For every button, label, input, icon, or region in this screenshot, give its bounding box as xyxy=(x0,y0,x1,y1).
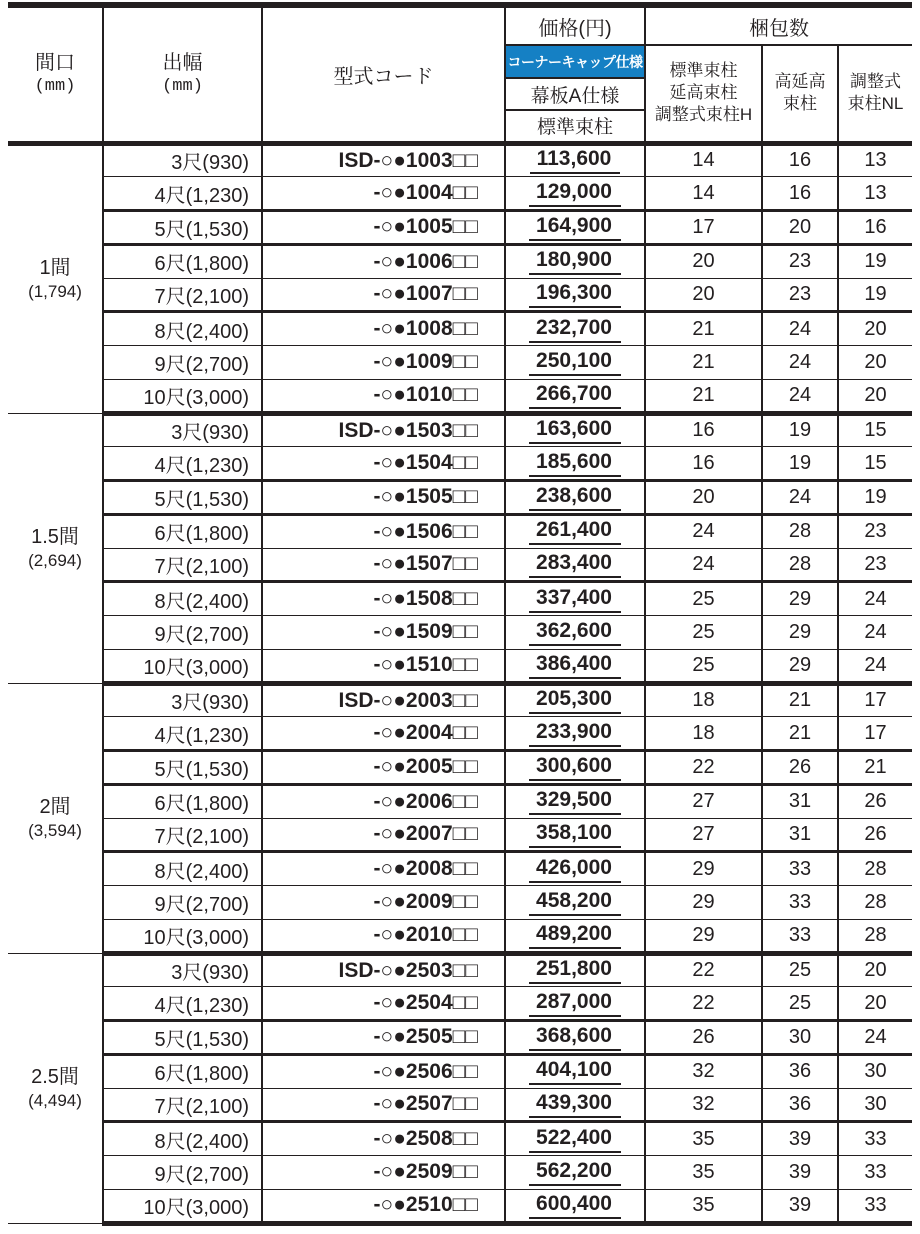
packing-high-cell: 29 xyxy=(762,616,838,650)
packing-adjustable-cell: 15 xyxy=(838,447,912,481)
price-value: 205,300 xyxy=(529,687,621,714)
price-cell xyxy=(505,1156,645,1190)
table-row xyxy=(8,987,912,1021)
packing-high-cell: 29 xyxy=(762,649,838,683)
packing-standard-cell: 14 xyxy=(645,143,762,177)
packing-adjustable-line1: 調整式 xyxy=(850,71,901,91)
packing-high-cell: 28 xyxy=(762,548,838,582)
model-code-cell: ISD-○●2003□□ xyxy=(262,683,505,717)
packing-standard-cell: 20 xyxy=(645,481,762,515)
packing-standard-cell: 14 xyxy=(645,177,762,211)
price-cell xyxy=(505,616,645,650)
depth-cell: 10尺(3,000) xyxy=(103,649,262,683)
packing-adjustable-cell: 24 xyxy=(838,1021,912,1055)
packing-adjustable-cell: 26 xyxy=(838,818,912,852)
depth-cell: 4尺(1,230) xyxy=(103,447,262,481)
model-code-cell: -○●2008□□ xyxy=(262,852,505,886)
table-row xyxy=(8,919,912,953)
model-code-cell: -○●1007□□ xyxy=(262,278,505,312)
price-value: 404,100 xyxy=(529,1058,621,1085)
maguchi-group-mm: (1,794) xyxy=(28,281,82,301)
packing-adjustable-cell: 28 xyxy=(838,886,912,920)
packing-standard-cell: 29 xyxy=(645,886,762,920)
price-value: 300,600 xyxy=(529,754,621,781)
price-value: 250,100 xyxy=(529,349,621,376)
packing-standard-cell: 22 xyxy=(645,953,762,987)
header-maguchi-label: 間口 xyxy=(35,52,75,75)
packing-adjustable-cell: 23 xyxy=(838,514,912,548)
depth-cell: 3尺(930) xyxy=(103,683,262,717)
packing-standard-cell: 29 xyxy=(645,919,762,953)
table-row xyxy=(8,211,912,245)
packing-high-cell: 29 xyxy=(762,582,838,616)
packing-adjustable-cell: 26 xyxy=(838,784,912,818)
packing-adjustable-cell: 30 xyxy=(838,1054,912,1088)
packing-high-cell: 21 xyxy=(762,683,838,717)
depth-cell: 9尺(2,700) xyxy=(103,616,262,650)
packing-high-cell: 19 xyxy=(762,413,838,447)
packing-high-cell: 36 xyxy=(762,1054,838,1088)
depth-cell: 6尺(1,800) xyxy=(103,1054,262,1088)
packing-high-cell: 24 xyxy=(762,481,838,515)
packing-adjustable-cell: 23 xyxy=(838,548,912,582)
model-code-cell: -○●1006□□ xyxy=(262,244,505,278)
depth-cell: 5尺(1,530) xyxy=(103,481,262,515)
packing-high-cell: 19 xyxy=(762,447,838,481)
packing-adjustable-cell: 20 xyxy=(838,379,912,413)
table-body xyxy=(8,143,912,1223)
price-value: 426,000 xyxy=(529,856,621,883)
table-row xyxy=(8,649,912,683)
packing-adjustable-cell: 24 xyxy=(838,616,912,650)
model-code-cell: -○●2507□□ xyxy=(262,1088,505,1122)
depth-cell: 7尺(2,100) xyxy=(103,548,262,582)
price-cell xyxy=(505,886,645,920)
depth-cell: 8尺(2,400) xyxy=(103,1122,262,1156)
price-value: 362,600 xyxy=(529,619,621,646)
model-code-cell: -○●1507□□ xyxy=(262,548,505,582)
price-cell xyxy=(505,1021,645,1055)
depth-cell: 6尺(1,800) xyxy=(103,244,262,278)
table-row xyxy=(8,616,912,650)
maguchi-group-label: 2.5間 xyxy=(31,1065,79,1088)
price-value: 458,200 xyxy=(529,889,621,916)
table-row xyxy=(8,1021,912,1055)
packing-adjustable-cell: 13 xyxy=(838,177,912,211)
packing-high-cell: 25 xyxy=(762,953,838,987)
model-code-cell: -○●2509□□ xyxy=(262,1156,505,1190)
packing-standard-cell: 20 xyxy=(645,278,762,312)
model-code-cell: -○●2005□□ xyxy=(262,751,505,785)
packing-standard-cell: 22 xyxy=(645,987,762,1021)
packing-standard-line1: 標準束柱 xyxy=(669,60,738,80)
model-code-cell: ISD-○●1003□□ xyxy=(262,143,505,177)
price-cell xyxy=(505,514,645,548)
packing-standard-cell: 18 xyxy=(645,683,762,717)
model-code-cell: -○●2009□□ xyxy=(262,886,505,920)
price-value: 164,900 xyxy=(529,214,621,241)
packing-adjustable-cell: 28 xyxy=(838,919,912,953)
packing-adjustable-cell: 19 xyxy=(838,278,912,312)
packing-standard-cell: 24 xyxy=(645,514,762,548)
packing-high-cell: 16 xyxy=(762,177,838,211)
packing-standard-cell: 25 xyxy=(645,616,762,650)
packing-high-cell: 36 xyxy=(762,1088,838,1122)
depth-cell: 10尺(3,000) xyxy=(103,379,262,413)
price-value: 562,200 xyxy=(529,1159,621,1186)
packing-standard-cell: 35 xyxy=(645,1122,762,1156)
model-code-cell: -○●2006□□ xyxy=(262,784,505,818)
price-cell xyxy=(505,751,645,785)
price-spec-corner-cap-badge: コーナーキャップ仕様 xyxy=(505,45,645,78)
depth-cell: 3尺(930) xyxy=(103,953,262,987)
model-code-cell: -○●2007□□ xyxy=(262,818,505,852)
packing-high-cell: 23 xyxy=(762,278,838,312)
packing-high-cell: 24 xyxy=(762,312,838,346)
packing-adjustable-cell: 20 xyxy=(838,312,912,346)
price-cell xyxy=(505,717,645,751)
price-value: 163,600 xyxy=(529,417,621,444)
packing-adjustable-cell: 33 xyxy=(838,1156,912,1190)
table-row xyxy=(8,751,912,785)
price-cell xyxy=(505,683,645,717)
model-code-cell: ISD-○●2503□□ xyxy=(262,953,505,987)
price-value: 329,500 xyxy=(529,788,621,815)
header-packing: 梱包数 xyxy=(645,8,912,45)
packing-high-cell: 24 xyxy=(762,346,838,380)
model-code-cell: -○●1004□□ xyxy=(262,177,505,211)
maguchi-group-cell xyxy=(8,683,103,953)
price-cell xyxy=(505,447,645,481)
header-packing-adjustable xyxy=(838,45,912,143)
price-spec-standard: 標準束柱 xyxy=(505,110,645,143)
depth-cell: 3尺(930) xyxy=(103,143,262,177)
packing-high-cell: 33 xyxy=(762,886,838,920)
table-row xyxy=(8,582,912,616)
model-code-cell: -○●2010□□ xyxy=(262,919,505,953)
packing-standard-cell: 22 xyxy=(645,751,762,785)
packing-adjustable-cell: 16 xyxy=(838,211,912,245)
packing-standard-cell: 25 xyxy=(645,582,762,616)
header-row-1 xyxy=(8,8,912,45)
table-row xyxy=(8,177,912,211)
table-row xyxy=(8,784,912,818)
price-cell xyxy=(505,919,645,953)
depth-cell: 8尺(2,400) xyxy=(103,312,262,346)
price-value: 439,300 xyxy=(529,1091,621,1118)
price-cell xyxy=(505,278,645,312)
model-code-cell: -○●2508□□ xyxy=(262,1122,505,1156)
depth-cell: 7尺(2,100) xyxy=(103,818,262,852)
price-value: 489,200 xyxy=(529,922,621,949)
packing-high-cell: 16 xyxy=(762,143,838,177)
price-cell xyxy=(505,244,645,278)
price-table xyxy=(8,8,912,1226)
price-value: 185,600 xyxy=(529,450,621,477)
packing-standard-line3: 調整式束柱H xyxy=(654,105,753,125)
packing-high-cell: 31 xyxy=(762,818,838,852)
price-cell xyxy=(505,1189,645,1223)
table-row xyxy=(8,244,912,278)
header-price: 価格(円) xyxy=(505,8,645,45)
depth-cell: 4尺(1,230) xyxy=(103,717,262,751)
packing-high-cell: 39 xyxy=(762,1122,838,1156)
packing-high-cell: 39 xyxy=(762,1156,838,1190)
price-cell xyxy=(505,1088,645,1122)
price-cell xyxy=(505,1122,645,1156)
model-code-cell: -○●1505□□ xyxy=(262,481,505,515)
packing-high-cell: 33 xyxy=(762,852,838,886)
packing-adjustable-cell: 13 xyxy=(838,143,912,177)
price-value: 283,400 xyxy=(529,551,621,578)
packing-adjustable-cell: 21 xyxy=(838,751,912,785)
table-row xyxy=(8,548,912,582)
price-spec-makuita: 幕板A仕様 xyxy=(505,78,645,110)
packing-high-cell: 39 xyxy=(762,1189,838,1223)
price-cell xyxy=(505,312,645,346)
packing-adjustable-cell: 20 xyxy=(838,987,912,1021)
header-debaba-label: 出幅 xyxy=(162,52,203,75)
table-row xyxy=(8,278,912,312)
table-row xyxy=(8,683,912,717)
depth-cell: 10尺(3,000) xyxy=(103,919,262,953)
model-code-cell: -○●1504□□ xyxy=(262,447,505,481)
price-cell xyxy=(505,177,645,211)
packing-standard-cell: 18 xyxy=(645,717,762,751)
price-cell xyxy=(505,818,645,852)
price-value: 600,400 xyxy=(529,1192,621,1219)
maguchi-group-mm: (3,594) xyxy=(28,820,82,840)
depth-cell: 5尺(1,530) xyxy=(103,751,262,785)
header-packing-high xyxy=(762,45,838,143)
packing-standard-cell: 32 xyxy=(645,1088,762,1122)
depth-cell: 4尺(1,230) xyxy=(103,987,262,1021)
model-code-cell: -○●1009□□ xyxy=(262,346,505,380)
price-cell xyxy=(505,987,645,1021)
depth-cell: 8尺(2,400) xyxy=(103,852,262,886)
table-row xyxy=(8,312,912,346)
table-row xyxy=(8,1122,912,1156)
packing-high-cell: 33 xyxy=(762,919,838,953)
price-value: 251,800 xyxy=(529,957,621,984)
packing-high-cell: 26 xyxy=(762,751,838,785)
price-cell xyxy=(505,413,645,447)
packing-standard-cell: 35 xyxy=(645,1189,762,1223)
depth-cell: 8尺(2,400) xyxy=(103,582,262,616)
price-value: 358,100 xyxy=(529,821,621,848)
packing-standard-line2: 延高束柱 xyxy=(669,83,738,103)
price-value: 233,900 xyxy=(529,720,621,747)
packing-high-cell: 24 xyxy=(762,379,838,413)
packing-adjustable-cell: 19 xyxy=(838,481,912,515)
table-row xyxy=(8,1054,912,1088)
model-code-cell: -○●1010□□ xyxy=(262,379,505,413)
price-value: 266,700 xyxy=(529,382,621,409)
model-code-cell: -○●2505□□ xyxy=(262,1021,505,1055)
packing-standard-cell: 32 xyxy=(645,1054,762,1088)
packing-adjustable-cell: 30 xyxy=(838,1088,912,1122)
packing-adjustable-cell: 33 xyxy=(838,1189,912,1223)
price-value: 129,000 xyxy=(529,180,621,207)
header-maguchi-unit: (mm) xyxy=(34,77,76,97)
depth-cell: 9尺(2,700) xyxy=(103,346,262,380)
packing-standard-cell: 29 xyxy=(645,852,762,886)
price-value: 386,400 xyxy=(529,652,621,679)
price-value: 337,400 xyxy=(529,586,621,613)
maguchi-group-cell xyxy=(8,953,103,1223)
depth-cell: 9尺(2,700) xyxy=(103,1156,262,1190)
price-value: 232,700 xyxy=(529,316,621,343)
depth-cell: 7尺(2,100) xyxy=(103,1088,262,1122)
header-maguchi xyxy=(8,8,103,143)
depth-cell: 6尺(1,800) xyxy=(103,784,262,818)
packing-standard-cell: 24 xyxy=(645,548,762,582)
packing-standard-cell: 27 xyxy=(645,784,762,818)
header-packing-standard xyxy=(645,45,762,143)
packing-standard-cell: 17 xyxy=(645,211,762,245)
depth-cell: 5尺(1,530) xyxy=(103,211,262,245)
packing-standard-cell: 25 xyxy=(645,649,762,683)
model-code-cell: -○●2504□□ xyxy=(262,987,505,1021)
depth-cell: 3尺(930) xyxy=(103,413,262,447)
table-row xyxy=(8,1156,912,1190)
packing-standard-cell: 20 xyxy=(645,244,762,278)
packing-adjustable-cell: 20 xyxy=(838,953,912,987)
price-value: 180,900 xyxy=(529,248,621,275)
maguchi-group-label: 2間 xyxy=(39,795,71,818)
table-row xyxy=(8,514,912,548)
table-row xyxy=(8,1189,912,1223)
price-value: 368,600 xyxy=(529,1024,621,1051)
packing-adjustable-cell: 28 xyxy=(838,852,912,886)
model-code-cell: -○●1509□□ xyxy=(262,616,505,650)
price-cell xyxy=(505,379,645,413)
table-row xyxy=(8,886,912,920)
packing-high-cell: 20 xyxy=(762,211,838,245)
table-row xyxy=(8,481,912,515)
table-row xyxy=(8,143,912,177)
packing-adjustable-cell: 24 xyxy=(838,582,912,616)
packing-adjustable-cell: 17 xyxy=(838,683,912,717)
packing-high-line2: 束柱 xyxy=(783,94,817,114)
price-cell xyxy=(505,1054,645,1088)
table-row xyxy=(8,953,912,987)
packing-adjustable-cell: 15 xyxy=(838,413,912,447)
depth-cell: 6尺(1,800) xyxy=(103,514,262,548)
table-row xyxy=(8,346,912,380)
price-value: 113,600 xyxy=(530,147,621,174)
depth-cell: 9尺(2,700) xyxy=(103,886,262,920)
price-cell xyxy=(505,953,645,987)
packing-standard-cell: 21 xyxy=(645,312,762,346)
header-debaba-unit: (mm) xyxy=(162,77,203,97)
model-code-cell: ISD-○●1503□□ xyxy=(262,413,505,447)
depth-cell: 7尺(2,100) xyxy=(103,278,262,312)
maguchi-group-cell xyxy=(8,143,103,413)
depth-cell: 4尺(1,230) xyxy=(103,177,262,211)
packing-standard-cell: 16 xyxy=(645,413,762,447)
price-value: 522,400 xyxy=(529,1126,621,1153)
price-value: 196,300 xyxy=(529,281,621,308)
table-row xyxy=(8,1088,912,1122)
model-code-cell: -○●1506□□ xyxy=(262,514,505,548)
header-model-code: 型式コード xyxy=(262,8,505,143)
maguchi-group-label: 1.5間 xyxy=(31,525,79,548)
packing-standard-cell: 21 xyxy=(645,379,762,413)
packing-adjustable-cell: 33 xyxy=(838,1122,912,1156)
table-row xyxy=(8,717,912,751)
packing-high-cell: 30 xyxy=(762,1021,838,1055)
depth-cell: 5尺(1,530) xyxy=(103,1021,262,1055)
price-cell xyxy=(505,548,645,582)
table-row xyxy=(8,413,912,447)
model-code-cell: -○●2004□□ xyxy=(262,717,505,751)
price-cell xyxy=(505,649,645,683)
maguchi-group-mm: (2,694) xyxy=(28,550,82,570)
price-cell xyxy=(505,481,645,515)
packing-standard-cell: 35 xyxy=(645,1156,762,1190)
packing-high-cell: 21 xyxy=(762,717,838,751)
model-code-cell: -○●1005□□ xyxy=(262,211,505,245)
maguchi-group-cell xyxy=(8,413,103,683)
maguchi-group-mm: (4,494) xyxy=(28,1090,82,1110)
model-code-cell: -○●2506□□ xyxy=(262,1054,505,1088)
price-value: 261,400 xyxy=(529,518,621,545)
packing-standard-cell: 16 xyxy=(645,447,762,481)
packing-standard-cell: 21 xyxy=(645,346,762,380)
table-row xyxy=(8,379,912,413)
maguchi-group-label: 1間 xyxy=(39,256,71,279)
packing-adjustable-line2: 束柱NL xyxy=(847,94,904,114)
packing-high-cell: 31 xyxy=(762,784,838,818)
price-value: 238,600 xyxy=(529,484,621,511)
header-debaba xyxy=(103,8,262,143)
packing-high-line1: 高延高 xyxy=(774,71,826,91)
price-cell xyxy=(505,784,645,818)
packing-adjustable-cell: 24 xyxy=(838,649,912,683)
packing-adjustable-cell: 20 xyxy=(838,346,912,380)
price-cell xyxy=(505,211,645,245)
packing-adjustable-cell: 17 xyxy=(838,717,912,751)
packing-high-cell: 23 xyxy=(762,244,838,278)
model-code-cell: -○●1508□□ xyxy=(262,582,505,616)
packing-high-cell: 28 xyxy=(762,514,838,548)
packing-standard-cell: 27 xyxy=(645,818,762,852)
price-cell xyxy=(505,143,645,177)
table-row xyxy=(8,447,912,481)
depth-cell: 10尺(3,000) xyxy=(103,1189,262,1223)
table-row xyxy=(8,852,912,886)
packing-adjustable-cell: 19 xyxy=(838,244,912,278)
table-row xyxy=(8,818,912,852)
packing-standard-cell: 26 xyxy=(645,1021,762,1055)
model-code-cell: -○●1510□□ xyxy=(262,649,505,683)
price-cell xyxy=(505,852,645,886)
model-code-cell: -○●1008□□ xyxy=(262,312,505,346)
price-cell xyxy=(505,582,645,616)
packing-high-cell: 25 xyxy=(762,987,838,1021)
model-code-cell: -○●2510□□ xyxy=(262,1189,505,1223)
price-value: 287,000 xyxy=(529,990,621,1017)
price-cell xyxy=(505,346,645,380)
